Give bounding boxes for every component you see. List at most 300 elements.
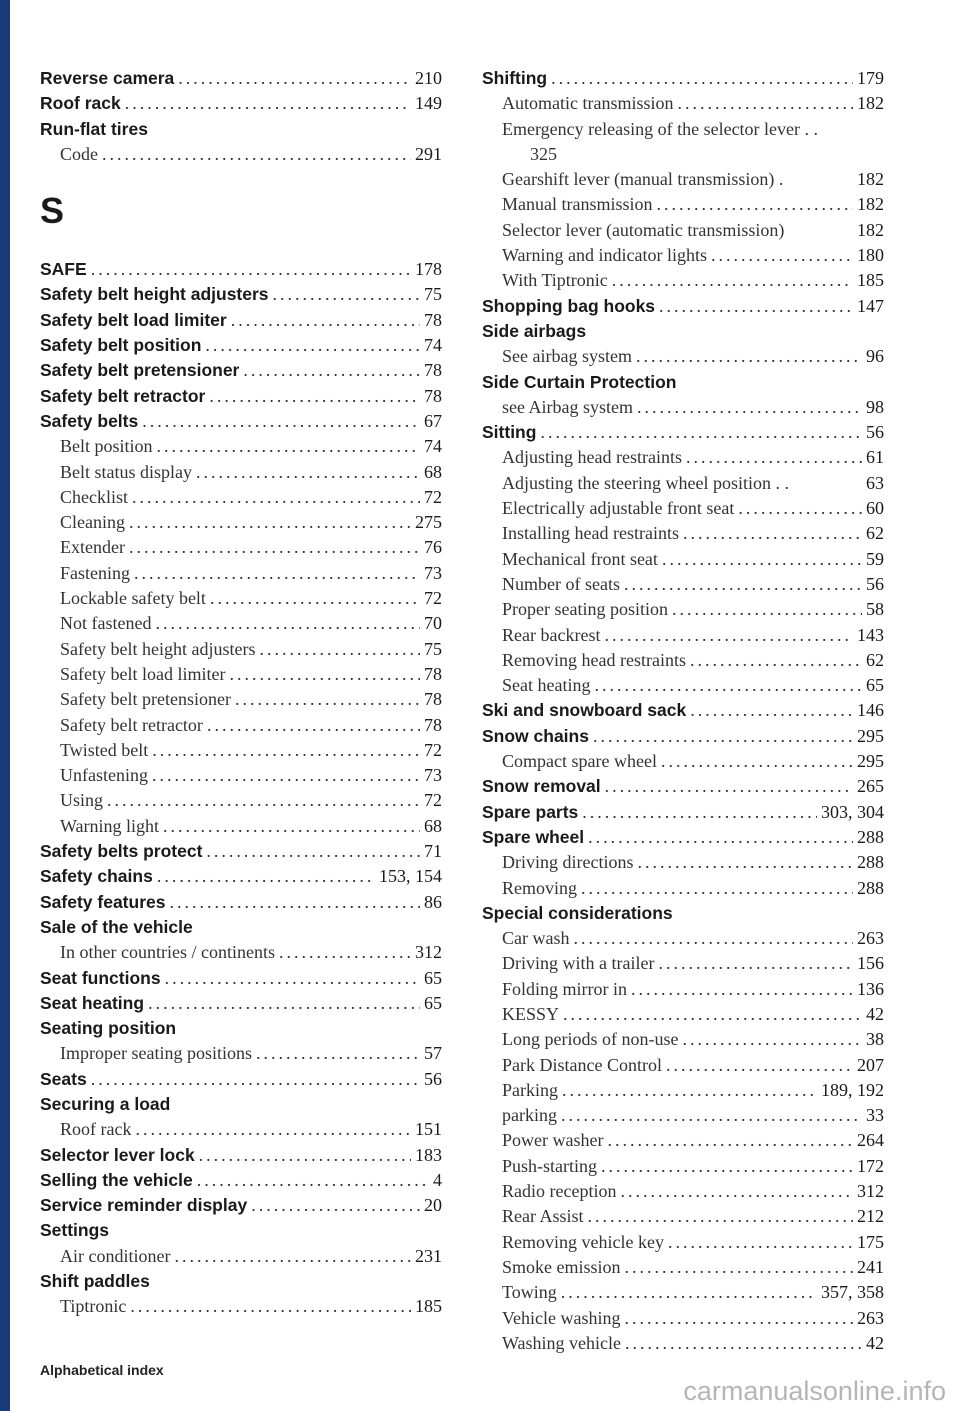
section-letter: S	[40, 190, 65, 232]
dot-leader	[563, 1002, 862, 1027]
dot-leader	[581, 876, 853, 901]
dot-leader	[206, 839, 420, 864]
entry-term: Cleaning	[60, 512, 125, 533]
index-entry	[482, 800, 884, 825]
entry-term: Using	[60, 790, 104, 811]
dot-leader	[256, 1041, 420, 1066]
index-subentry	[40, 1294, 442, 1319]
page-number: 56	[424, 1068, 442, 1089]
dot-leader	[135, 1117, 411, 1142]
index-subentry	[40, 535, 442, 560]
page-number: 76	[424, 537, 442, 558]
entry-term: Parking	[502, 1079, 558, 1100]
entry-term: Number of seats	[502, 573, 620, 594]
index-subentry	[482, 167, 884, 192]
dot-leader	[178, 66, 411, 91]
entry-term: Vehicle washing	[502, 1307, 621, 1328]
index-subentry	[40, 561, 442, 586]
page-number: 172	[857, 1155, 884, 1176]
entry-term: Folding mirror in	[502, 978, 627, 999]
index-entry	[482, 901, 884, 926]
dot-leader	[690, 698, 853, 723]
entry-term: Ski and snowboard sack	[482, 700, 687, 721]
dot-leader	[637, 395, 862, 420]
dot-leader	[205, 333, 420, 358]
entry-term: Safety belts protect	[40, 841, 203, 862]
dot-leader	[165, 966, 420, 991]
dot-leader	[659, 294, 853, 319]
dot-leader	[199, 1143, 411, 1168]
index-subentry	[482, 91, 884, 116]
entry-term: Safety belt load limiter	[40, 309, 227, 330]
page-number: 231	[415, 1245, 442, 1266]
entry-term: parking	[502, 1105, 557, 1126]
page-number: 182	[857, 194, 884, 215]
index-subentry	[482, 1331, 884, 1356]
entry-term: Driving with a trailer	[502, 953, 655, 974]
page-number: 78	[424, 385, 442, 406]
index-entry	[40, 1218, 442, 1243]
dot-leader	[562, 1078, 817, 1103]
dot-leader	[624, 1306, 853, 1331]
page-number: 180	[857, 245, 884, 266]
page-number: 57	[424, 1043, 442, 1064]
dot-leader	[625, 1255, 853, 1280]
page-number: 78	[424, 689, 442, 710]
page-number: 96	[866, 346, 884, 367]
dot-leader	[152, 763, 420, 788]
index-subentry	[482, 648, 884, 673]
index-subentry	[482, 1002, 884, 1027]
dot-leader	[657, 192, 854, 217]
index-entry	[482, 698, 884, 723]
dot-leader	[540, 420, 862, 445]
index-subentry	[482, 597, 884, 622]
index-entry	[40, 358, 442, 383]
index-entry	[40, 333, 442, 358]
page-number: 73	[424, 562, 442, 583]
entry-term: Shift paddles	[40, 1271, 150, 1292]
page-number: 357, 358	[821, 1282, 884, 1303]
page-number: 143	[857, 624, 884, 645]
page-number: 62	[866, 523, 884, 544]
dot-leader	[132, 485, 420, 510]
entry-term: Extender	[60, 537, 125, 558]
entry-term: See airbag system	[502, 346, 632, 367]
index-subentry	[40, 510, 442, 535]
index-subentry	[40, 814, 442, 839]
entry-term: Securing a load	[40, 1093, 171, 1114]
page-number: 20	[424, 1195, 442, 1216]
page-number: 68	[424, 461, 442, 482]
dot-leader	[142, 409, 420, 434]
index-subentry	[40, 662, 442, 687]
page-number: 263	[857, 1307, 884, 1328]
index-subentry	[40, 713, 442, 738]
page-number: 72	[424, 588, 442, 609]
page-number: 212	[857, 1206, 884, 1227]
index-subentry	[482, 496, 884, 521]
index-entry	[40, 409, 442, 434]
dot-leader	[273, 282, 420, 307]
index-subentry	[482, 876, 884, 901]
dot-leader	[631, 977, 853, 1002]
index-entry	[482, 724, 884, 749]
dot-leader	[601, 1154, 853, 1179]
page-number: 86	[424, 891, 442, 912]
entry-term: Code	[60, 143, 98, 164]
index-subentry	[40, 586, 442, 611]
page-number: 63	[866, 472, 884, 493]
page-number: 61	[866, 447, 884, 468]
page-number: 312	[415, 942, 442, 963]
index-entry	[40, 117, 442, 142]
page-number: 78	[424, 309, 442, 330]
dot-leader	[711, 243, 853, 268]
index-subentry	[482, 1230, 884, 1255]
entry-term: Snow chains	[482, 725, 589, 746]
entry-term: Rear backrest	[502, 624, 601, 645]
index-entry	[482, 825, 884, 850]
page-number: 147	[857, 295, 884, 316]
dot-leader	[157, 434, 420, 459]
dot-leader	[134, 561, 420, 586]
index-subentry	[482, 977, 884, 1002]
page-number: 56	[866, 573, 884, 594]
index-subentry	[40, 763, 442, 788]
index-entry	[40, 384, 442, 409]
page-number: 275	[415, 512, 442, 533]
entry-term: Smoke emission	[502, 1256, 621, 1277]
index-entry	[40, 282, 442, 307]
page-number: 182	[857, 169, 884, 190]
page-number: 241	[857, 1256, 884, 1277]
dot-leader	[148, 991, 420, 1016]
page-number: 210	[415, 68, 442, 88]
page-number: 185	[857, 270, 884, 291]
entry-term: Safety belt load limiter	[60, 663, 226, 684]
index-subentry	[40, 1244, 442, 1269]
page-number: 146	[857, 700, 884, 721]
index-subentry	[40, 611, 442, 636]
index-subentry	[482, 521, 884, 546]
page-number: 98	[866, 396, 884, 417]
dot-leader	[130, 1294, 411, 1319]
index-subentry	[482, 850, 884, 875]
entry-term: With Tiptronic	[502, 270, 608, 291]
dot-leader	[243, 358, 420, 383]
index-entry	[40, 1016, 442, 1041]
page-number: 288	[857, 852, 884, 873]
index-subentry	[482, 395, 884, 420]
dot-leader	[573, 926, 853, 951]
entry-term: Warning light	[60, 815, 160, 836]
page-number: 179	[857, 68, 884, 88]
page-number: 156	[857, 953, 884, 974]
index-subentry	[482, 1280, 884, 1305]
page-number: 65	[424, 967, 442, 988]
page-number: 207	[857, 1054, 884, 1075]
entry-term: Sitting	[482, 422, 537, 443]
index-entry	[40, 991, 442, 1016]
index-subentry	[482, 572, 884, 597]
index-entry	[482, 370, 884, 395]
entry-term: Spare wheel	[482, 826, 585, 847]
index-subentry	[482, 1204, 884, 1229]
index-subentry	[40, 1117, 442, 1142]
page-number: 65	[866, 675, 884, 696]
dot-leader	[169, 890, 420, 915]
dot-leader	[152, 738, 420, 763]
index-subentry	[482, 218, 884, 243]
entry-term: Seat functions	[40, 967, 161, 988]
index-entry	[482, 294, 884, 319]
entry-term: Safety belt height adjusters	[60, 638, 256, 659]
index-subentry	[40, 142, 442, 167]
page-number: 265	[857, 776, 884, 797]
index-subentry	[40, 485, 442, 510]
entry-term: Seating position	[40, 1018, 177, 1039]
page-number: 295	[857, 751, 884, 772]
entry-term: Belt status display	[60, 461, 192, 482]
index-subentry	[40, 940, 442, 965]
dot-leader	[612, 268, 853, 293]
dot-leader	[624, 572, 862, 597]
entry-term: Safety belt position	[40, 335, 202, 356]
dot-leader	[593, 724, 853, 749]
page-number: 263	[857, 928, 884, 949]
dot-leader	[661, 749, 853, 774]
index-column-left	[40, 66, 442, 1320]
index-subentry	[482, 547, 884, 572]
dot-leader	[102, 142, 411, 167]
dot-leader	[605, 774, 853, 799]
page-number: 185	[415, 1296, 442, 1317]
page-number: 67	[424, 410, 442, 431]
index-subentry	[482, 1053, 884, 1078]
page-number: 325	[530, 143, 557, 164]
page-number: 136	[857, 978, 884, 999]
index-subentry	[40, 460, 442, 485]
entry-term: Park Distance Control	[502, 1054, 662, 1075]
entry-term: Towing	[502, 1282, 557, 1303]
index-entry	[482, 420, 884, 445]
watermark: carmanualsonline.info	[683, 1376, 946, 1406]
dot-leader	[582, 800, 817, 825]
page-number: 78	[424, 714, 442, 735]
index-subentry	[482, 926, 884, 951]
dot-leader	[686, 445, 862, 470]
index-entry	[40, 308, 442, 333]
dot-leader	[561, 1103, 862, 1128]
page-number: 72	[424, 790, 442, 811]
entry-term: Snow removal	[482, 776, 601, 797]
entry-term: Safety belt pretensioner	[40, 360, 240, 381]
entry-term: Mechanical front seat	[502, 548, 658, 569]
page-number: 78	[424, 360, 442, 381]
dot-leader	[636, 344, 862, 369]
entry-term: Push-starting	[502, 1155, 598, 1176]
dot-leader	[561, 1280, 817, 1305]
index-subentry	[482, 1306, 884, 1331]
page-number: 182	[857, 93, 884, 114]
index-entry	[40, 1269, 442, 1294]
dot-leader	[196, 460, 420, 485]
dot-leader	[662, 547, 862, 572]
entry-term: Special considerations	[482, 902, 673, 923]
index-entry	[482, 66, 884, 91]
page-number: 70	[424, 613, 442, 634]
index-subentry	[482, 445, 884, 470]
page-number: 264	[857, 1130, 884, 1151]
page-number: 42	[866, 1003, 884, 1024]
page-number: 75	[424, 638, 442, 659]
entry-term: Power washer	[502, 1130, 604, 1151]
page-number: 38	[866, 1029, 884, 1050]
entry-term: Safety belt height adjusters	[40, 284, 269, 305]
dot-leader	[209, 384, 420, 409]
dot-leader	[690, 648, 862, 673]
page-number: 288	[857, 877, 884, 898]
dot-leader	[666, 1053, 853, 1078]
entry-term: Lockable safety belt	[60, 588, 206, 609]
entry-term: Seat heating	[40, 992, 145, 1013]
dot-leader	[157, 864, 375, 889]
dot-leader	[620, 1179, 853, 1204]
entry-term: Sale of the vehicle	[40, 916, 193, 937]
page-number: 73	[424, 765, 442, 786]
page-edge-color-bar	[0, 0, 10, 1411]
dot-leader	[677, 91, 853, 116]
index-subentry	[482, 1179, 884, 1204]
index-entry	[482, 774, 884, 799]
entry-term: Safety belts	[40, 410, 139, 431]
index-entry	[40, 864, 442, 889]
dot-leader	[91, 1067, 420, 1092]
page-number: 78	[424, 663, 442, 684]
dot-leader	[163, 814, 420, 839]
entry-term: Manual transmission	[502, 194, 653, 215]
index-subentry	[482, 192, 884, 217]
index-subentry	[482, 1027, 884, 1052]
dot-leader	[107, 788, 420, 813]
entry-term: Warning and indicator lights	[502, 245, 708, 266]
index-subentry	[482, 673, 884, 698]
page-number: 175	[857, 1231, 884, 1252]
index-entry	[40, 66, 442, 91]
entry-term: In other countries / continents	[60, 942, 275, 963]
dot-leader	[551, 66, 853, 91]
entry-term: Roof rack	[40, 93, 121, 114]
entry-term: Run-flat tires	[40, 118, 148, 139]
index-subentry	[482, 951, 884, 976]
page-number: 312	[857, 1181, 884, 1202]
index-entry	[40, 91, 442, 116]
index-entry	[40, 257, 442, 282]
entry-term: Gearshift lever (manual transmission) .	[502, 169, 784, 190]
index-entry	[482, 319, 884, 344]
page-number: 62	[866, 649, 884, 670]
entry-term: Selling the vehicle	[40, 1169, 193, 1190]
index-subentry	[482, 1154, 884, 1179]
page-number: 60	[866, 498, 884, 519]
dot-leader	[129, 510, 411, 535]
dot-leader	[229, 662, 420, 687]
entry-term: Rear Assist	[502, 1206, 584, 1227]
index-subentry	[40, 738, 442, 763]
dot-leader	[279, 940, 411, 965]
dot-leader	[174, 1244, 411, 1269]
entry-term: Shopping bag hooks	[482, 295, 656, 316]
page-number: 72	[424, 486, 442, 507]
index-entry	[40, 890, 442, 915]
index-entry	[40, 1143, 442, 1168]
entry-term: Belt position	[60, 436, 153, 457]
page-number: 65	[424, 992, 442, 1013]
page-number: 189, 192	[821, 1079, 884, 1100]
index-subentry	[482, 623, 884, 648]
page-number: 42	[866, 1332, 884, 1353]
entry-term: Checklist	[60, 486, 128, 507]
page-number: 178	[415, 259, 442, 280]
dot-leader	[210, 586, 420, 611]
entry-term: see Airbag system	[502, 396, 633, 417]
page-number: 182	[857, 219, 884, 240]
page-number: 59	[866, 548, 884, 569]
index-entry	[40, 1092, 442, 1117]
entry-term: Removing	[502, 877, 577, 898]
page-number: 151	[415, 1119, 442, 1140]
entry-term: Settings	[40, 1220, 110, 1241]
entry-term: Roof rack	[60, 1119, 132, 1140]
entry-term: Service reminder display	[40, 1195, 248, 1216]
dot-leader	[588, 1204, 853, 1229]
entry-term: Not fastened	[60, 613, 152, 634]
index-subentry	[40, 637, 442, 662]
index-subentry	[482, 749, 884, 774]
index-subentry	[40, 687, 442, 712]
page-number: 149	[415, 93, 442, 114]
entry-term: Selector lever lock	[40, 1144, 195, 1165]
index-subentry	[482, 1128, 884, 1153]
index-entry	[40, 1168, 442, 1193]
dot-leader	[672, 597, 862, 622]
page-number: 71	[424, 841, 442, 862]
entry-term: Tiptronic	[60, 1296, 127, 1317]
dot-leader	[682, 1027, 862, 1052]
entry-term: Safety belt retractor	[60, 714, 203, 735]
entry-term: Fastening	[60, 562, 130, 583]
entry-term: Side airbags	[482, 320, 587, 341]
page-number: 295	[857, 725, 884, 746]
index-entry	[40, 915, 442, 940]
dot-leader	[668, 1230, 853, 1255]
entry-term: Radio reception	[502, 1181, 617, 1202]
page-number: 56	[866, 422, 884, 443]
dot-leader	[231, 308, 420, 333]
index-subentry	[40, 1041, 442, 1066]
dot-leader	[607, 1128, 853, 1153]
dot-leader	[594, 673, 862, 698]
index-entry	[40, 966, 442, 991]
entry-term: Improper seating positions	[60, 1043, 252, 1064]
index-subentry	[482, 344, 884, 369]
entry-term: Twisted belt	[60, 739, 149, 760]
entry-term: Driving directions	[502, 852, 634, 873]
index-entry	[40, 1193, 442, 1218]
index-subentry	[482, 268, 884, 293]
dot-leader	[251, 1193, 420, 1218]
